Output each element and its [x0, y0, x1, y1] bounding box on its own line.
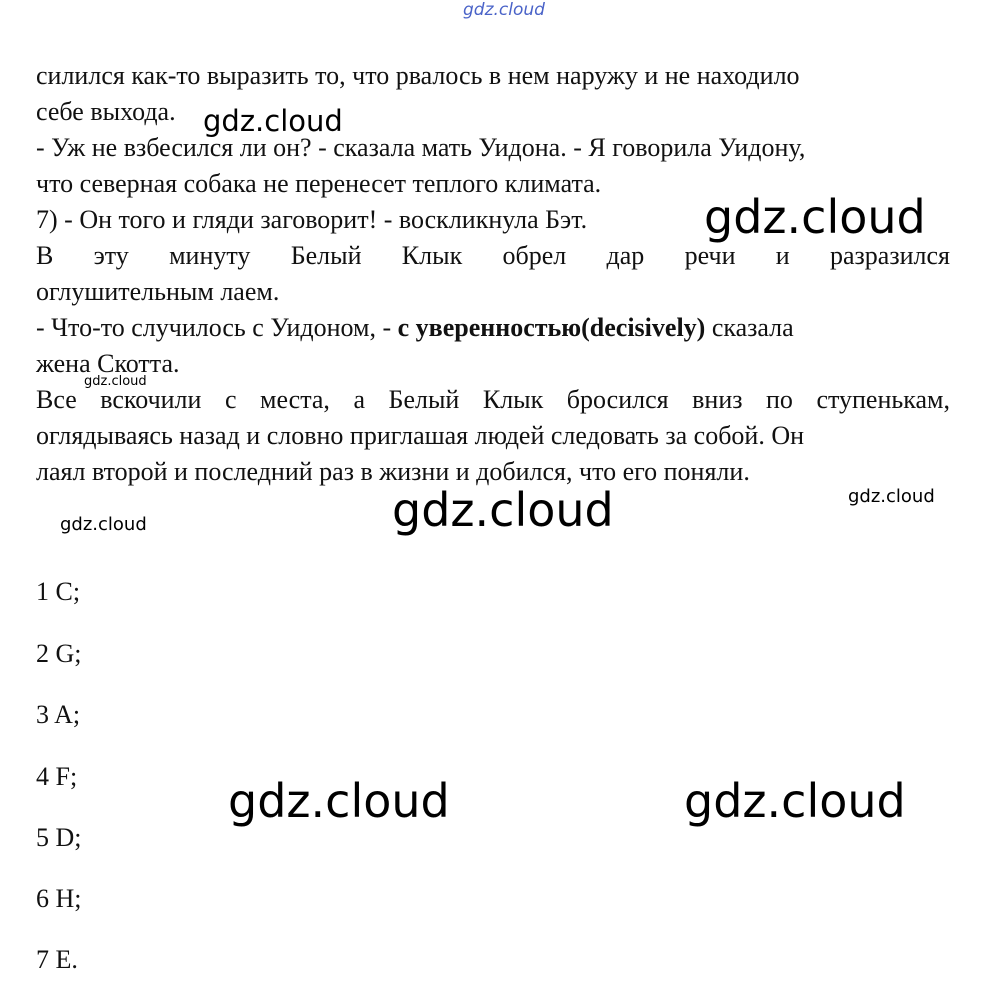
text-line-9: жена Скотта. — [36, 349, 180, 378]
watermark: gdz.cloud — [60, 514, 147, 535]
answer-item-5: 5 D; — [36, 823, 82, 852]
text-line-5: 7) - Он того и гляди заговорит! - воскликнула Бэт. — [36, 205, 588, 234]
word: минуту — [169, 241, 251, 270]
word: Все — [36, 385, 77, 414]
word: ступенькам, — [816, 385, 950, 414]
word: вниз — [692, 385, 743, 414]
watermark: gdz.cloud — [684, 774, 906, 828]
word: разразился — [829, 241, 950, 270]
word: по — [766, 385, 793, 414]
word: вскочили — [100, 385, 202, 414]
word: Белый — [388, 385, 460, 414]
text-line-4: что северная собака не перенесет теплого климата. — [36, 169, 602, 198]
word: с — [224, 385, 237, 414]
text-line-11: оглядываясь назад и словно приглашая людей следовать за собой. Он — [36, 421, 805, 450]
word: а — [353, 385, 365, 414]
watermark: gdz.cloud — [84, 374, 147, 389]
watermark-top: gdz.cloud — [463, 0, 545, 20]
text-line-2: себе выхода. — [36, 97, 176, 126]
word: и — [775, 241, 790, 270]
word: Клык — [401, 241, 463, 270]
text-segment: - Что-то случилось с Уидоном, - — [36, 313, 398, 342]
answer-item-1: 1 C; — [36, 577, 81, 606]
answer-item-7: 7 E. — [36, 945, 78, 974]
text-line-10 — [36, 382, 950, 418]
word: В — [36, 241, 54, 270]
watermark: gdz.cloud — [228, 774, 450, 828]
watermark: gdz.cloud — [203, 104, 343, 138]
word: бросился — [566, 385, 669, 414]
answer-item-2: 2 G; — [36, 639, 82, 668]
answer-item-6: 6 H; — [36, 884, 82, 913]
text-line-3: - Уж не взбесился ли он? - сказала мать Уидона. - Я говорила Уидону, — [36, 133, 806, 162]
word: места, — [260, 385, 330, 414]
watermark: gdz.cloud — [848, 486, 935, 507]
bold-phrase: с уверенностью(decisively) — [397, 313, 706, 342]
text-segment: сказала — [705, 313, 794, 342]
text-line-8 — [36, 310, 794, 346]
word: Белый — [290, 241, 362, 270]
text-line-12: лаял второй и последний раз в жизни и добился, что его поняли. — [36, 457, 750, 486]
text-line-7: оглушительным лаем. — [36, 277, 280, 306]
text-line-1: силился как-то выразить то, что рвалось в нем наружу и не находило — [36, 61, 800, 90]
word: обрел — [502, 241, 567, 270]
answer-item-4: 4 F; — [36, 762, 78, 791]
word: речи — [684, 241, 736, 270]
word: Клык — [482, 385, 544, 414]
word: дар — [606, 241, 645, 270]
word: эту — [93, 241, 129, 270]
watermark: gdz.cloud — [392, 483, 614, 537]
watermark: gdz.cloud — [704, 190, 926, 244]
answer-item-3: 3 A; — [36, 700, 81, 729]
